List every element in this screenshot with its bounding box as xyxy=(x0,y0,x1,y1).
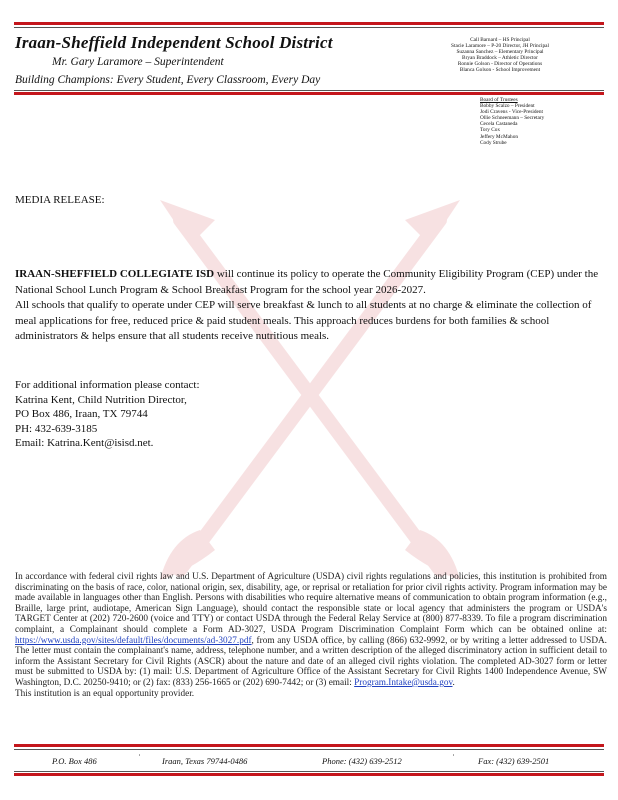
footer-separator: ˙ xyxy=(452,753,455,763)
staff-item: Ronnie Golson - Director of Operations xyxy=(457,61,543,68)
media-release-heading: MEDIA RELEASE: xyxy=(15,194,105,206)
release-paragraph-2: All schools that qualify to operate under CEP will serve breakfast & lunch to all students at no charge & eliminate the collection of meal applications for free, reduced price & paid student meals. This approach reduces burdens for both families & school administrators & helps ensure that all students receive nutritious meals. xyxy=(15,299,592,342)
trustee-item: Jeffery McMahon xyxy=(480,133,518,140)
contact-intro: For additional information please contact: xyxy=(15,379,200,391)
footer-separator: ˙ xyxy=(138,753,141,763)
contact-address: PO Box 486, Iraan, TX 79744 xyxy=(15,408,148,420)
footer-top-thin-rule xyxy=(14,749,604,750)
trustee-item: Ollie Schneemann – Secretary xyxy=(480,115,545,122)
staff-item: Stacie Laramore – P-20 Director, JH Principal xyxy=(451,43,549,50)
trustee-item: Cody Strube xyxy=(480,139,507,146)
staff-list xyxy=(420,37,580,74)
staff-item: Bryan Braddock – Athletic Director xyxy=(462,55,538,62)
paragraph-1-text: will continue its policy to operate the Community Eligibility Program (CEP) under the National School Lunch Program & School Breakfast Program for the school year 2026-2027. xyxy=(15,268,599,296)
header-bottom-thin-rule xyxy=(14,90,604,91)
usda-email-link[interactable]: Program.Intake@usda.gov xyxy=(354,677,453,688)
contact-block xyxy=(15,378,200,451)
trustee-item: Tory Cox xyxy=(480,127,501,134)
district-org-name: IRAAN-SHEFFIELD COLLEGIATE ISD xyxy=(15,268,215,280)
contact-phone: PH: 432-639-3185 xyxy=(15,422,98,435)
staff-item: Blanca Golson - School Improvement xyxy=(459,67,541,74)
equal-opportunity-statement: This institution is an equal opportunity provider. xyxy=(15,688,195,699)
staff-item: Suzanna Sanchez – Elementary Principal xyxy=(456,49,544,56)
disclaimer-text-2: , from any USDA office, by calling (866) 632-9992, or by writing a letter addressed to USDA. The letter must contain the complainant's name, address, telephone number, and a written description of the alleged discriminatory action in sufficient detail to inform the Assistant Secretary for Civil Rights (ASCR) about the nature and date of an alleged civil rights violation. The completed AD-3027 form or letter must be submitted to USDA by: (1) mail: U.S. Department of Agriculture Office of the Assistant Secretary for Civil Rights 1400 Independence Avenue, SW Washington, D.C. 20250-9410; or (2) fax: (833) 256-1665 or (202) 690-7442; or (3) email: xyxy=(15,635,607,688)
superintendent-name: Mr. Gary Laramore – Superintendent xyxy=(52,56,224,68)
footer-phone: Phone: (432) 639-2512 xyxy=(322,756,402,766)
footer-top-red-rule xyxy=(14,744,604,747)
header-bottom-red-rule xyxy=(14,92,604,95)
trustee-item: Bobby Scalzo – President xyxy=(480,103,535,110)
district-name: Iraan-Sheffield Independent School District xyxy=(15,33,333,52)
footer-po-box: P.O. Box 486 xyxy=(52,756,97,766)
trustee-item: Cecela Castaneda xyxy=(480,121,518,128)
trustees-title: Board of Trustees xyxy=(480,97,518,103)
header-top-thin-rule xyxy=(14,27,604,28)
board-of-trustees xyxy=(480,97,544,146)
trustee-item: Jodi Cravens - Vice-President xyxy=(480,109,543,116)
footer-bottom-red-rule xyxy=(14,773,604,776)
district-motto: Building Champions: Every Student, Every Classroom, Every Day xyxy=(15,74,321,86)
contact-email: Email: Katrina.Kent@isisd.net. xyxy=(15,437,154,449)
disclaimer-text-3: . xyxy=(452,677,455,688)
usda-form-link[interactable]: https://www.usda.gov/sites/default/files/documents/ad-3027.pdf xyxy=(15,635,252,646)
footer-fax: Fax: (432) 639-2501 xyxy=(478,756,550,766)
header-top-red-rule xyxy=(14,22,604,25)
usda-nondiscrimination-statement xyxy=(15,572,607,699)
release-body xyxy=(15,267,603,345)
footer-city: Iraan, Texas 79744-0486 xyxy=(162,756,248,766)
footer-bottom-thin-rule xyxy=(14,771,604,772)
disclaimer-text-1: In accordance with federal civil rights law and U.S. Department of Agriculture (USDA) civil rights regulations and policies, this institution is prohibited from discriminating on the basis of race, color, national origin, sex, disability, age, or reprisal or retaliation for prior civil rights activity. Program information may be made available in languages other than English. Persons with disabilities who require alternative means of communication to obtain program information (e.g., Braille, large print, audiotape, American Sign Language), should contact the responsible state or local agency that administers the program or USDA's TARGET Center at (202) 720-2600 (voice and TTY) or contact USDA through the Federal Relay Service at (800) 877-8339. To file a program discrimination complaint, a Complainant should complete a Form AD-3027, USDA Program Discrimination Complaint Form which can be obtained online at: xyxy=(15,572,607,635)
contact-name: Katrina Kent, Child Nutrition Director, xyxy=(15,393,187,406)
staff-item: Call Barnard – HS Principal xyxy=(470,37,530,43)
release-paragraph-1 xyxy=(15,267,603,298)
